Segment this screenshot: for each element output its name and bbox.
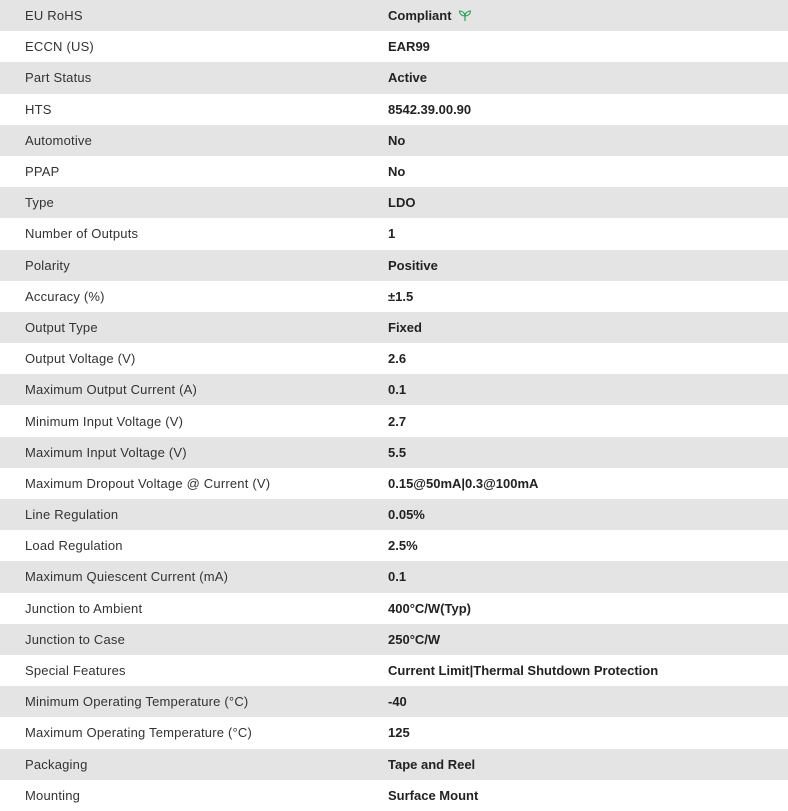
spec-value: 2.6 — [388, 351, 407, 367]
spec-label: Accuracy (%) — [25, 288, 105, 304]
spec-row-eu-rohs — [0, 0, 788, 31]
spec-row-max-output-current — [0, 374, 788, 405]
spec-label: Maximum Operating Temperature (°C) — [25, 725, 253, 741]
spec-value: 0.15@50mA|0.3@100mA — [388, 475, 539, 491]
spec-row-max-input-voltage — [0, 437, 788, 468]
spec-value: Tape and Reel — [388, 756, 476, 772]
spec-label: Special Features — [25, 663, 126, 679]
spec-value: 250°C/W — [388, 631, 441, 647]
spec-row-type — [0, 187, 788, 218]
spec-label: Junction to Case — [25, 631, 126, 647]
spec-row-load-regulation — [0, 530, 788, 561]
spec-value: 0.1 — [388, 382, 407, 398]
spec-label: Junction to Ambient — [25, 600, 143, 616]
spec-value: No — [388, 164, 406, 180]
spec-row-max-quiescent-current — [0, 561, 788, 592]
spec-value: No — [388, 132, 406, 148]
spec-label: HTS — [25, 101, 52, 117]
spec-value: Current Limit|Thermal Shutdown Protection — [388, 663, 659, 679]
spec-value: 0.1 — [388, 569, 407, 585]
spec-value: 125 — [388, 725, 410, 741]
spec-value: 2.5% — [388, 538, 418, 554]
spec-value: EAR99 — [388, 39, 430, 55]
spec-label: Part Status — [25, 70, 92, 86]
spec-label: Type — [25, 195, 54, 211]
spec-row-max-dropout-voltage — [0, 468, 788, 499]
spec-label: ECCN (US) — [25, 39, 94, 55]
spec-row-line-regulation — [0, 499, 788, 530]
spec-row-hts — [0, 94, 788, 125]
spec-value: -40 — [388, 694, 407, 710]
spec-row-accuracy — [0, 281, 788, 312]
spec-label: EU RoHS — [25, 8, 83, 24]
spec-row-max-operating-temp — [0, 717, 788, 748]
spec-row-ppap — [0, 156, 788, 187]
spec-label: Output Type — [25, 319, 98, 335]
spec-row-polarity — [0, 250, 788, 281]
spec-label: Maximum Quiescent Current (mA) — [25, 569, 229, 585]
spec-value: LDO — [388, 195, 416, 211]
spec-label: Mounting — [25, 787, 81, 803]
spec-row-number-of-outputs — [0, 218, 788, 249]
spec-label: Automotive — [25, 132, 93, 148]
spec-value: 0.05% — [388, 507, 425, 523]
spec-row-min-operating-temp — [0, 686, 788, 717]
spec-row-output-type — [0, 312, 788, 343]
spec-value: 400°C/W(Typ) — [388, 600, 471, 616]
spec-row-junction-to-case — [0, 624, 788, 655]
spec-value: Positive — [388, 257, 438, 273]
spec-row-junction-to-ambient — [0, 593, 788, 624]
spec-value: Compliant — [388, 8, 452, 24]
spec-label: Packaging — [25, 756, 88, 772]
spec-value: Active — [388, 70, 428, 86]
spec-value: Fixed — [388, 319, 422, 335]
spec-value: ±1.5 — [388, 288, 414, 304]
spec-row-eccn — [0, 31, 788, 62]
spec-row-packaging — [0, 749, 788, 780]
spec-value: 1 — [388, 226, 396, 242]
spec-label: Minimum Operating Temperature (°C) — [25, 694, 249, 710]
spec-row-special-features — [0, 655, 788, 686]
spec-value-wrap — [388, 8, 788, 23]
spec-row-output-voltage — [0, 343, 788, 374]
spec-label: Polarity — [25, 257, 70, 273]
spec-value: 8542.39.00.90 — [388, 101, 472, 117]
spec-label: Number of Outputs — [25, 226, 139, 242]
spec-label: Output Voltage (V) — [25, 351, 136, 367]
spec-label: Maximum Output Current (A) — [25, 382, 198, 398]
spec-label: Minimum Input Voltage (V) — [25, 413, 184, 429]
spec-label: Maximum Dropout Voltage @ Current (V) — [25, 475, 271, 491]
spec-label: Line Regulation — [25, 507, 119, 523]
spec-label: Maximum Input Voltage (V) — [25, 444, 187, 460]
spec-value: Surface Mount — [388, 787, 479, 803]
spec-label: PPAP — [25, 164, 60, 180]
spec-row-mounting — [0, 780, 788, 811]
spec-row-automotive — [0, 125, 788, 156]
spec-row-part-status — [0, 62, 788, 93]
spec-label: Load Regulation — [25, 538, 123, 554]
leaf-icon — [458, 10, 472, 22]
spec-value: 2.7 — [388, 413, 407, 429]
spec-row-min-input-voltage — [0, 405, 788, 436]
spec-value: 5.5 — [388, 444, 407, 460]
